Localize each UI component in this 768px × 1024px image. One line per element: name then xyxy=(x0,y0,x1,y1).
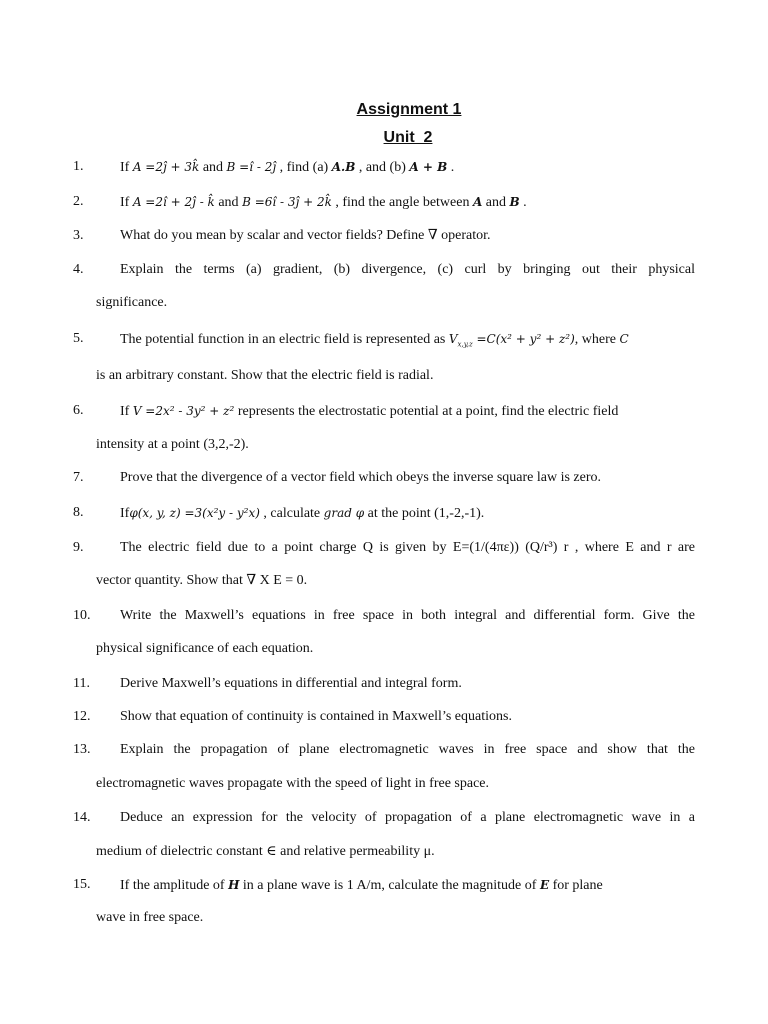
question-text-continued: electromagnetic waves propagate with the speed of light in free space. xyxy=(96,776,490,791)
question-text: The electric field due to a point charge Q is given by E=(1/(4πε)) (Q/r³) r , where E and r are xyxy=(120,540,695,555)
assignment-title: Assignment 1 xyxy=(356,101,462,118)
question-text: Prove that the divergence of a vector field which obeys the inverse square law is zero. xyxy=(120,470,602,485)
question-number: 5. xyxy=(73,331,84,346)
question-text: What do you mean by scalar and vector fields? Define ∇ operator. xyxy=(120,228,491,243)
question-number: 14. xyxy=(73,810,91,825)
question-text-continued: wave in free space. xyxy=(96,910,204,925)
question-number: 15. xyxy=(73,877,91,892)
math-expression: V =2x² - 3y² + z² xyxy=(132,404,235,418)
question-number: 2. xyxy=(73,194,84,209)
math-expression: A =2ĵ + 3k̂ xyxy=(132,160,200,174)
unit-title: Unit 2 xyxy=(383,129,433,146)
question-text: If A =2ĵ + 3k̂ and B =î - 2ĵ , find (a) A.B , and (b) A + B . xyxy=(120,160,455,175)
question-number: 1. xyxy=(73,159,84,174)
question-number: 11. xyxy=(73,676,90,691)
question-text-continued: intensity at a point (3,2,-2). xyxy=(96,437,249,452)
question-number: 10. xyxy=(73,608,91,623)
question-text: Derive Maxwell’s equations in differential and integral form. xyxy=(120,676,462,691)
math-expression: φ(x, y, z) =3(x²y - y²x) xyxy=(129,506,260,520)
math-expression: C xyxy=(619,332,629,346)
math-expression: grad φ xyxy=(323,506,365,520)
question-number: 9. xyxy=(73,540,84,555)
question-number: 6. xyxy=(73,403,84,418)
math-expression: B xyxy=(509,195,520,209)
question-text: The potential function in an electric field is represented as $V_{x,y,z} =C(x^2 + y^2 + z^2)$, where C xyxy=(120,332,629,349)
question-number: 7. xyxy=(73,470,84,485)
question-text: If V =2x² - 3y² + z² represents the electrostatic potential at a point, find the electric field xyxy=(120,404,619,419)
question-text: Explain the propagation of plane electromagnetic waves in free space and show that the xyxy=(120,742,695,757)
question-text-continued: physical significance of each equation. xyxy=(96,641,314,656)
question-text: Deduce an expression for the velocity of propagation of a plane electromagnetic wave in a xyxy=(120,810,695,825)
question-text: If A =2î + 2ĵ - k̂ and B =6î - 3ĵ + 2k̂ , find the angle between A and B . xyxy=(120,195,527,210)
question-number: 3. xyxy=(73,228,84,243)
math-expression: E xyxy=(539,878,550,892)
question-text: Show that equation of continuity is contained in Maxwell’s equations. xyxy=(120,709,512,724)
question-number: 8. xyxy=(73,505,84,520)
math-expression: A + B xyxy=(409,160,448,174)
math-expression: B =6î - 3ĵ + 2k̂ xyxy=(242,195,332,209)
math-expression: H xyxy=(228,878,240,892)
math-expression: A =2î + 2ĵ - k̂ xyxy=(132,195,215,209)
math-expression: B =î - 2ĵ xyxy=(226,160,277,174)
question-number: 4. xyxy=(73,262,84,277)
question-text: If the amplitude of H in a plane wave is 1 A/m, calculate the magnitude of E for plane xyxy=(120,878,603,893)
question-text-continued: vector quantity. Show that ∇ X E = 0. xyxy=(96,573,308,588)
math-expression: $V_{x,y,z} =C(x^2 + y^2 + z^2)$ xyxy=(448,332,575,349)
question-text: Explain the terms (a) gradient, (b) divergence, (c) curl by bringing out their physical xyxy=(120,262,695,277)
math-expression: A xyxy=(472,195,483,209)
question-number: 12. xyxy=(73,709,91,724)
question-text-continued: medium of dielectric constant ∈ and relative permeability μ. xyxy=(96,844,435,859)
question-text: Ifφ(x, y, z) =3(x²y - y²x) , calculate grad φ at the point (1,-2,-1). xyxy=(120,506,485,521)
question-text-continued: is an arbitrary constant. Show that the electric field is radial. xyxy=(96,368,434,383)
question-text-continued: significance. xyxy=(96,295,168,310)
question-text: Write the Maxwell’s equations in free space in both integral and differential form. Give the xyxy=(120,608,695,623)
math-expression: A.B xyxy=(331,160,356,174)
question-number: 13. xyxy=(73,742,91,757)
